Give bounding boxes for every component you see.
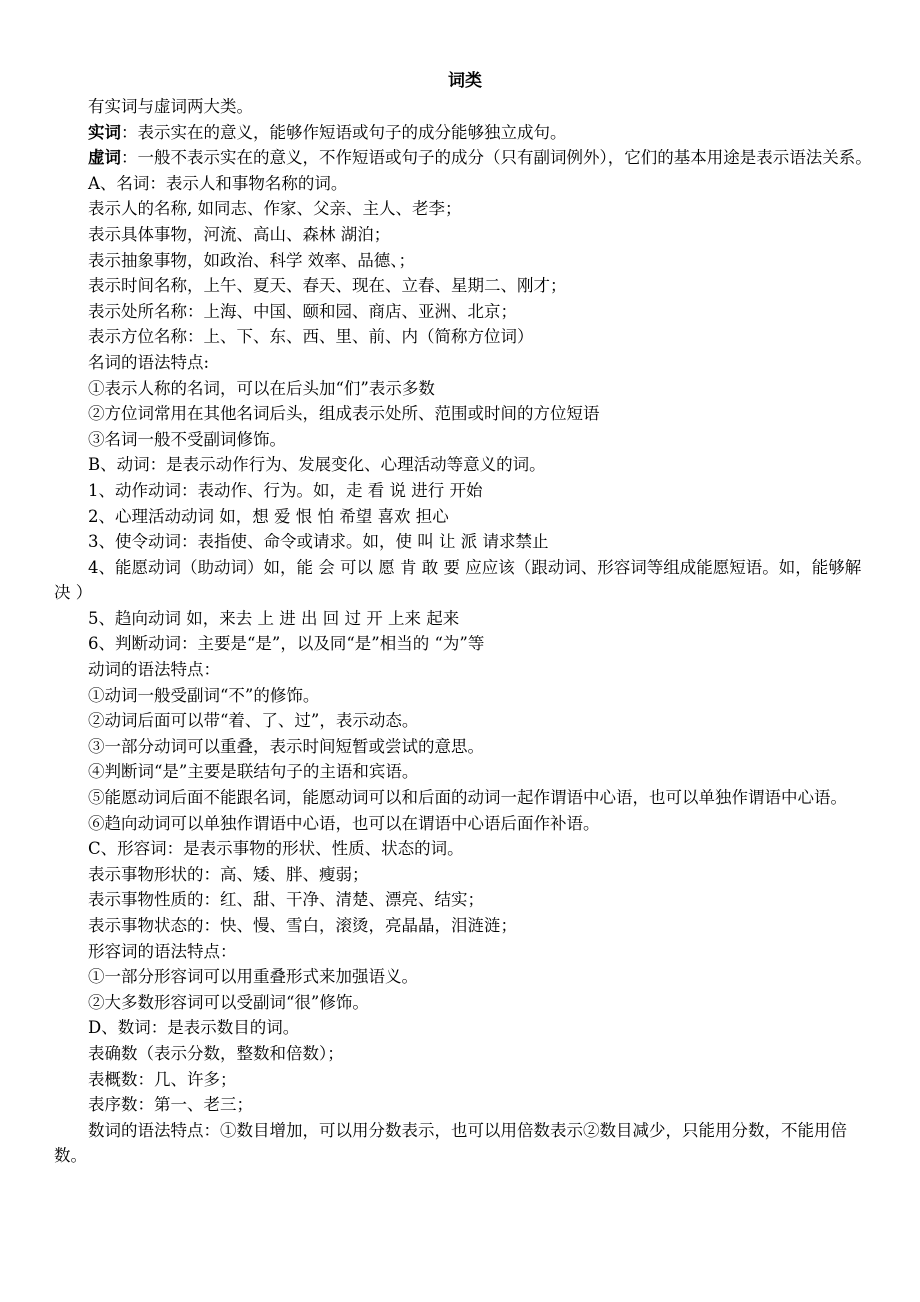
xuci-definition (54, 145, 876, 171)
text-line: 表示事物性质的：红、甜、干净、清楚、漂亮、结实； (88, 890, 484, 910)
text-line-wu: ⑤能愿动词后面不能跟名词，能愿动词可以和后面的动词一起作谓语中心语，也可以单独作谓语中心语。 (88, 788, 847, 808)
shici-def: ：表示实在的意义，能够作短语或句子的成分能够独立成句。 (121, 122, 567, 142)
text-line: ②大多数形容词可以受副词“很”修饰。 (88, 992, 369, 1012)
text-line: D、数词：是表示数目的词。 (88, 1018, 300, 1038)
text-line: ③名词一般不受副词修饰。 (88, 429, 286, 449)
text-line: 表示时间名称，上午、夏天、春天、现在、立春、星期二、刚才； (88, 276, 567, 296)
text-line: 动词的语法特点： (88, 660, 220, 680)
text-line: 3、使令动词：表指使、命令或请求。如，使 叫 让 派 请求禁止 (88, 532, 549, 552)
text-line: A、名词：表示人和事物名称的词。 (88, 173, 348, 193)
text-line: ①动词一般受副词“不”的修饰。 (88, 685, 320, 705)
text-line: ①表示人称的名词，可以在后头加“们”表示多数 (88, 378, 435, 398)
text-line: 表示事物形状的：高、矮、胖、瘦弱； (88, 864, 369, 884)
document-title: 词类 (448, 71, 482, 91)
text-line: 表序数：第一、老三； (88, 1095, 253, 1115)
text-line: 表示方位名称：上、下、东、西、里、前、内（简称方位词） (88, 327, 534, 347)
text-line: 5、趋向动词 如，来去 上 进 出 回 过 开 上来 起来 (88, 608, 460, 628)
text-line: ②动词后面可以带“着、了、过”，表示动态。 (88, 711, 419, 731)
text-line: 名词的语法特点: (88, 352, 210, 372)
shici-term: 实词 (88, 122, 121, 142)
xuci-term: 虚词 (88, 148, 121, 168)
intro-line: 有实词与虚词两大类。 (88, 97, 253, 116)
text-line: 表确数（表示分数，整数和倍数）； (88, 1043, 344, 1063)
text-line: 表示事物状态的：快、慢、雪白，滚烫，亮晶晶，泪涟涟； (88, 916, 517, 935)
text-line: C、形容词：是表示事物的形状、性质、状态的词。 (88, 839, 464, 859)
text-line: 2、心理活动动词 如，想 爱 恨 怕 希望 喜欢 担心 (88, 506, 449, 526)
document-page (54, 68, 876, 1169)
text-line: ①一部分形容词可以用重叠形式来加强语义。 (88, 967, 418, 987)
text-line: 表示抽象事物，如政治、科学 效率、品德、； (88, 250, 415, 270)
text-line: 1、动作动词：表动作、行为。如，走 看 说 进行 开始 (88, 480, 483, 500)
text-line: 形容词的语法特点： (88, 941, 237, 961)
text-line: B、动词：是表示动作行为、发展变化、心理活动等意义的词。 (88, 455, 546, 475)
text-line: ③一部分动词可以重叠，表示时间短暂或尝试的意思。 (88, 736, 484, 756)
text-line: ②方位词常用在其他名词后头，组成表示处所、范围或时间的方位短语 (88, 404, 600, 424)
text-line: 6、判断动词：主要是“是”，以及同“是”相当的 “为”等 (88, 634, 485, 654)
text-line-last: 数词的语法特点：①数目增加，可以用分数表示，也可以用倍数表示②数目减少，只能用分数，不能用倍数。 (54, 1120, 847, 1166)
text-line: ④判断词“是”主要是联结句子的主语和宾语。 (88, 762, 419, 782)
text-line: 表概数：几、许多； (88, 1069, 237, 1089)
text-line-nengyuan: 4、能愿动词（助动词）如，能 会 可以 愿 肯 敢 要 应应该（跟动词、形容词等组成能愿短语。如，能够解决 ） (54, 557, 862, 603)
xuci-def: ：一般不表示实在的意义，不作短语或句子的成分（只有副词例外），它们的基本用途是表示语法关系。 (121, 148, 872, 168)
shici-definition (54, 120, 876, 146)
text-line: ⑥趋向动词可以单独作谓语中心语，也可以在谓语中心语后面作补语。 (88, 813, 600, 833)
text-line: 表示处所名称：上海、中国、颐和园、商店、亚洲、北京； (88, 301, 517, 321)
text-line: 表示具体事物，河流、高山、森林 湖泊； (88, 224, 391, 244)
text-line: 表示人的名称, 如同志、作家、父亲、主人、老李； (88, 199, 462, 219)
